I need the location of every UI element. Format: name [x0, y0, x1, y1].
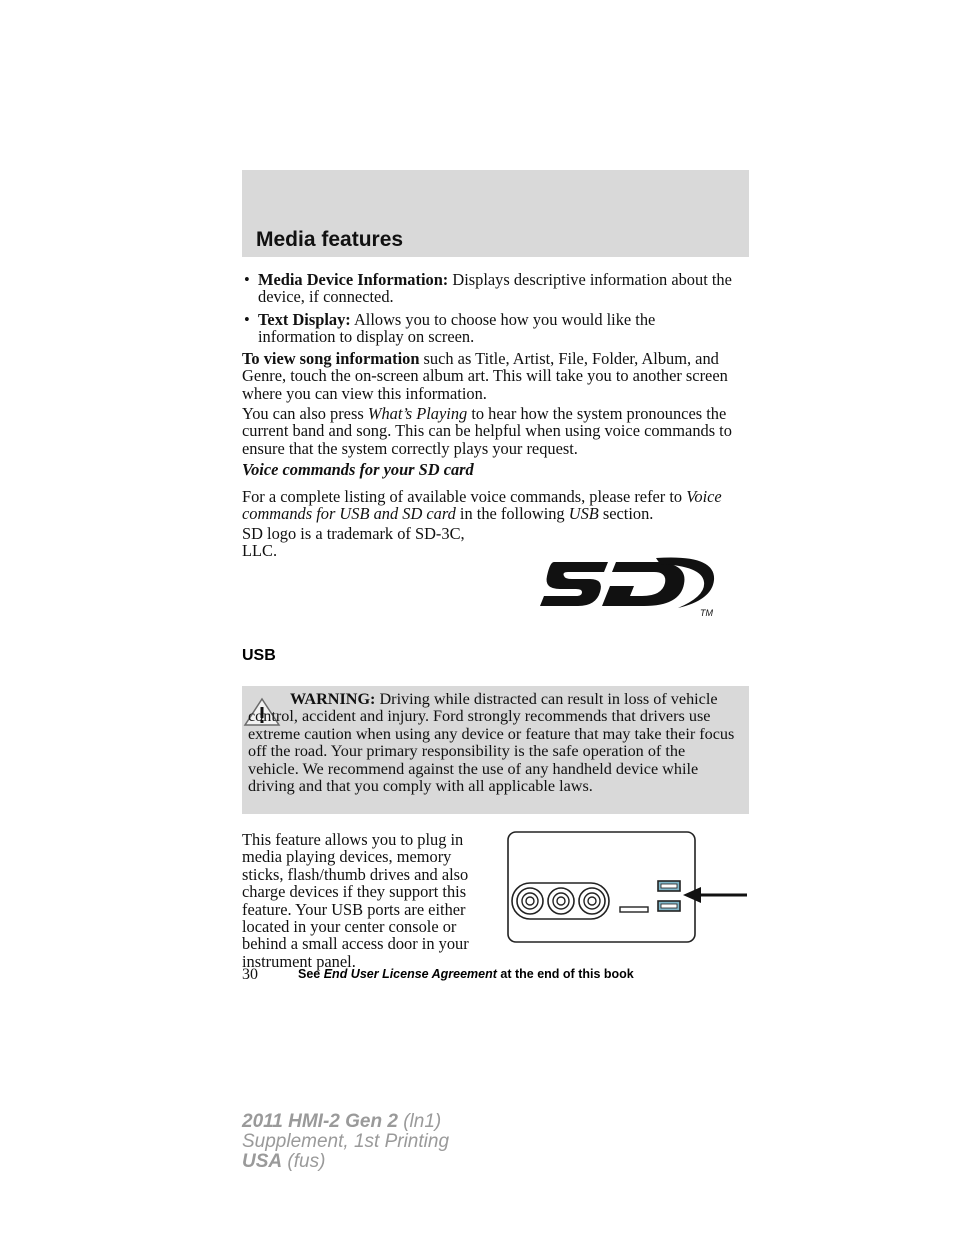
song-info-text: such as Title, Artist, File, Folder, Album, and Genre, touch the on-screen album art. This will take you to another screen where you can view this information. [242, 349, 728, 403]
whats-playing-post: to hear how the system pronounces the current band and song. This can be helpful when using voice commands to ensure that the system correctly plays your request. [242, 404, 732, 458]
song-info-paragraph [242, 350, 748, 402]
sd-slot [620, 907, 648, 912]
warning-body: Driving while distracted can result in loss of vehicle control, accident and injury. Ford strongly recommends that drivers use extreme caution when using any device or feature that may take their focus off the road. Your primary responsibility is the safe operation of the vehicle. We recommend against the use of any handheld device while driving and that you comply with all applicable laws. [248, 690, 735, 796]
print-info-line3 [242, 1152, 449, 1172]
bullet-term: Media Device Information: [258, 270, 449, 289]
footer-tail: at the end of this book [496, 967, 634, 981]
page-title: Media features [256, 228, 404, 251]
bullet-text-display [244, 310, 698, 347]
sd-logo-tm: TM [700, 608, 713, 618]
sd-voice-post: section. [598, 504, 654, 524]
print-info-edition: 2011 HMI-2 Gen 2 [242, 1111, 398, 1132]
footer-agreement: End User License Agreement [323, 967, 497, 981]
usb-port [658, 901, 680, 911]
bullet-term: Text Display: [258, 310, 351, 329]
footer-see: See [298, 967, 324, 981]
usb-ports-illustration [507, 831, 749, 945]
sd-voice-pre: For a complete listing of available voice commands, please refer to [242, 487, 687, 506]
audio-jack-icon [517, 888, 543, 914]
warning-label: WARNING: [290, 690, 376, 708]
usb-description: This feature allows you to plug in media playing devices, memory sticks, flash/thumb drives and also charge devices if they support this feature. Your USB ports are either located in your center console or behind a small access door in your instrument panel. [242, 830, 469, 971]
warning-text [242, 691, 739, 795]
sd-trademark-text: SD logo is a trademark of SD-3C, LLC. [242, 524, 465, 561]
print-info-line1 [242, 1112, 449, 1132]
song-info-lead: To view song information [242, 349, 420, 368]
audio-jack-icon [548, 888, 574, 914]
print-info-code: (ln1) [397, 1111, 442, 1132]
whats-playing-paragraph [242, 405, 748, 457]
sd-voice-heading: Voice commands for your SD card [242, 460, 474, 479]
print-info-market: USA [242, 1151, 283, 1172]
sd-voice-italic-usb: USB [568, 504, 599, 524]
bullet-media-device-info [244, 270, 748, 307]
sd-logo [538, 556, 720, 618]
footer-note [298, 967, 634, 981]
sd-voice-italic-ref: Voice commands for USB and SD card [242, 487, 722, 524]
bullet-text: Allows you to choose how you would like the information to display on screen. [258, 310, 656, 347]
bullet-text: Displays descriptive information about the device, if connected. [258, 270, 732, 307]
usb-heading: USB [242, 647, 276, 664]
print-info [242, 1112, 449, 1172]
page-number: 30 [242, 966, 258, 983]
print-info-line2: Supplement, 1st Printing [242, 1131, 450, 1152]
whats-playing-pre: You can also press [242, 404, 368, 423]
whats-playing-italic: What’s Playing [367, 404, 468, 423]
sd-voice-mid: in the following [455, 504, 569, 524]
usb-port [658, 881, 680, 891]
sd-voice-paragraph [242, 488, 748, 523]
audio-jack-icon [579, 888, 605, 914]
bullet-dot: • [244, 270, 250, 289]
bullet-dot: • [244, 310, 250, 329]
print-info-market-code: (fus) [282, 1151, 326, 1172]
